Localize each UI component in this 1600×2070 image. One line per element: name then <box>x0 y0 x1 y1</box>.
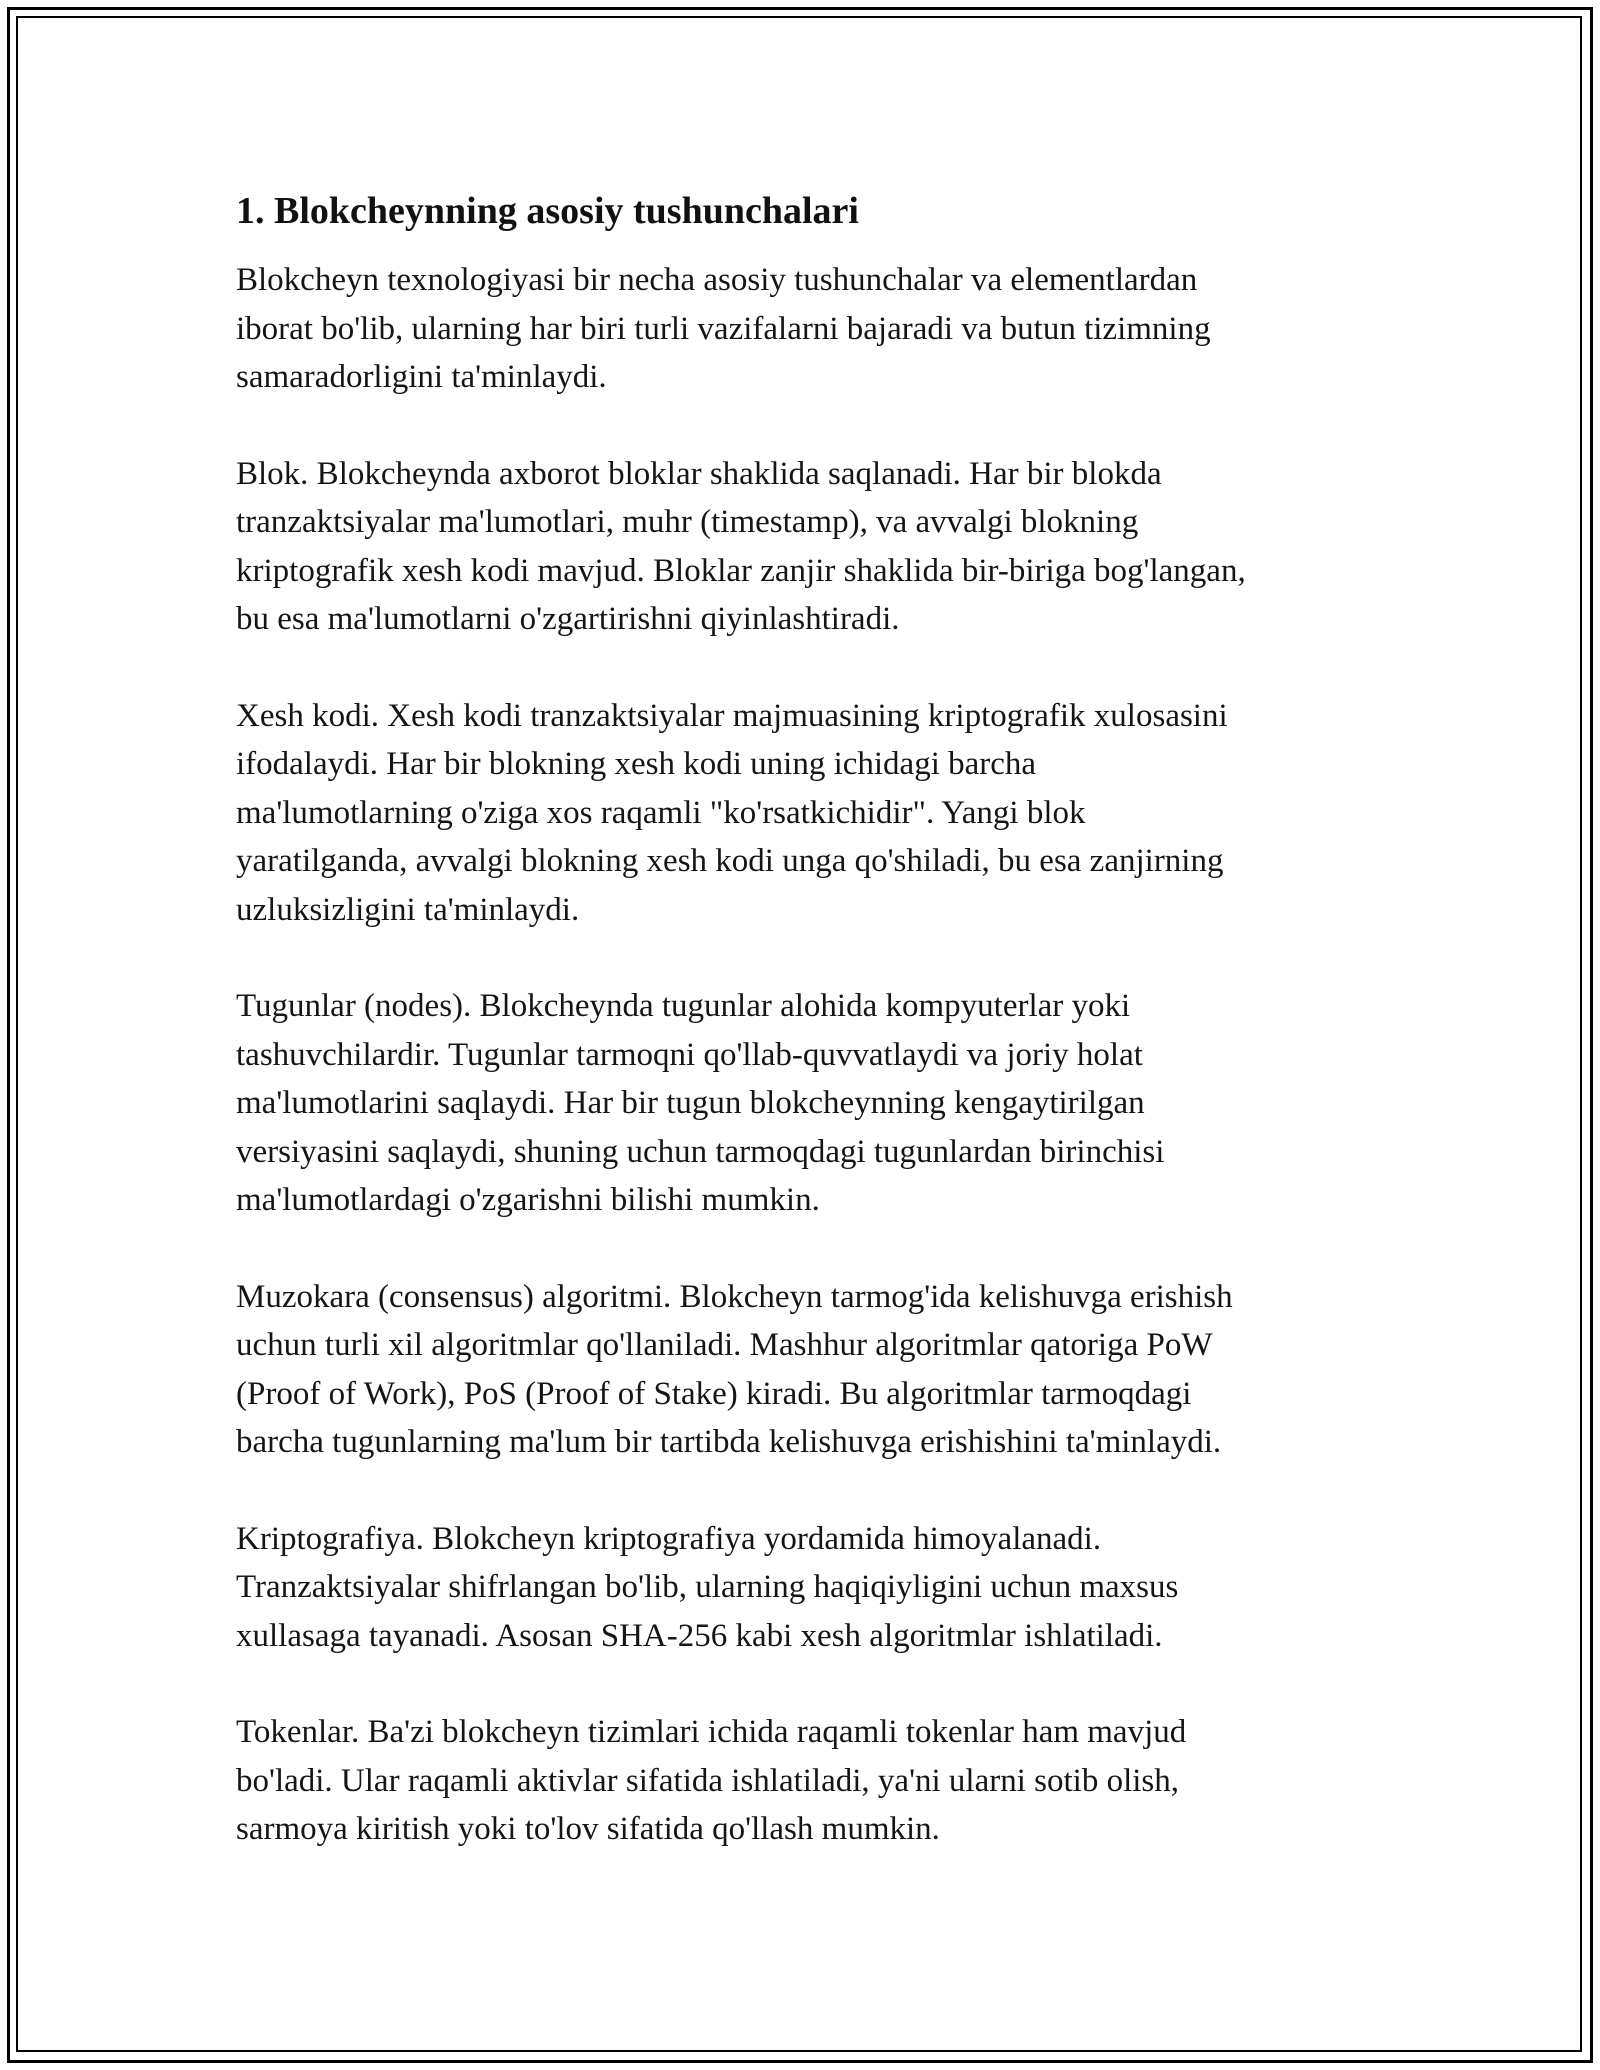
hash-paragraph <box>236 692 1386 935</box>
text-line: bo'ladi. Ular raqamli aktivlar sifatida ishlatiladi, ya'ni ularni sotib olish, <box>236 1762 1180 1799</box>
text-line: ma'lumotlarning o'ziga xos raqamli "ko'rsatkichidir". Yangi blok <box>236 794 1086 831</box>
text-line: Tokenlar. Ba'zi blokcheyn tizimlari ichida raqamli tokenlar ham mavjud <box>236 1714 1187 1750</box>
text-line: Blokcheyn texnologiyasi bir necha asosiy tushunchalar va elementlardan <box>236 262 1198 298</box>
text-line: ma'lumotlarini saqlaydi. Har bir tugun blokcheynning kengaytirilgan <box>236 1085 1145 1121</box>
text-line: (Proof of Work), PoS (Proof of Stake) kiradi. Bu algoritmlar tarmoqdagi <box>236 1375 1192 1412</box>
tokens-paragraph <box>236 1708 1386 1854</box>
text-line: Muzokara (consensus) algoritmi. Blokcheyn tarmog'ida kelishuvga erishish <box>236 1278 1233 1315</box>
text-line: versiyasini saqlaydi, shuning uchun tarmoqdagi tugunlardan birinchisi <box>236 1133 1165 1170</box>
nodes-paragraph <box>236 982 1386 1225</box>
intro-paragraph <box>236 256 1386 402</box>
consensus-paragraph <box>236 1273 1386 1467</box>
cryptography-paragraph <box>236 1515 1386 1661</box>
text-line: tashuvchilardir. Tugunlar tarmoqni qo'llab-quvvatlaydi va joriy holat <box>236 1036 1143 1073</box>
block-paragraph <box>236 450 1386 644</box>
text-line: ifodalaydi. Har bir blokning xesh kodi uning ichidagi barcha <box>236 746 1037 782</box>
text-line: Blok. Blokcheynda axborot bloklar shaklida saqlanadi. Har bir blokda <box>236 455 1162 492</box>
text-line: tranzaktsiyalar ma'lumotlari, muhr (timestamp), va avvalgi blokning <box>236 504 1139 540</box>
text-line: sarmoya kiritish yoki to'lov sifatida qo'llash mumkin. <box>236 1811 940 1847</box>
text-line: Xesh kodi. Xesh kodi tranzaktsiyalar majmuasining kriptografik xulosasini <box>236 697 1228 734</box>
text-line: kriptografik xesh kodi mavjud. Bloklar zanjir shaklida bir-biriga bog'langan, <box>236 552 1246 589</box>
text-line: uchun turli xil algoritmlar qo'llaniladi. Mashhur algoritmlar qatoriga PoW <box>236 1327 1213 1363</box>
text-line: xullasaga tayanadi. Asosan SHA-256 kabi xesh algoritmlar ishlatiladi. <box>236 1617 1163 1654</box>
text-line: Tugunlar (nodes). Blokcheynda tugunlar alohida kompyuterlar yoki <box>236 988 1131 1024</box>
text-line: samaradorligini ta'minlaydi. <box>236 359 607 395</box>
text-line: Tranzaktsiyalar shifrlangan bo'lib, ularning haqiqiyligini uchun maxsus <box>236 1569 1179 1605</box>
document-body <box>236 186 1386 1902</box>
text-line: barcha tugunlarning ma'lum bir tartibda kelishuvga erishishini ta'minlaydi. <box>236 1424 1222 1460</box>
text-line: ma'lumotlardagi o'zgarishni bilishi mumkin. <box>236 1182 820 1218</box>
text-line: bu esa ma'lumotlarni o'zgartirishni qiyinlashtiradi. <box>236 601 900 637</box>
text-line: iborat bo'lib, ularning har biri turli vazifalarni bajaradi va butun tizimning <box>236 310 1211 347</box>
text-line: Kriptografiya. Blokcheyn kriptografiya yordamida himoyalanadi. <box>236 1520 1102 1557</box>
section-heading: 1. Blokcheynning asosiy tushunchalari <box>236 190 859 232</box>
text-line: yaratilganda, avvalgi blokning xesh kodi unga qo'shiladi, bu esa zanjirning <box>236 843 1224 879</box>
text-line: uzluksizligini ta'minlaydi. <box>236 891 580 928</box>
